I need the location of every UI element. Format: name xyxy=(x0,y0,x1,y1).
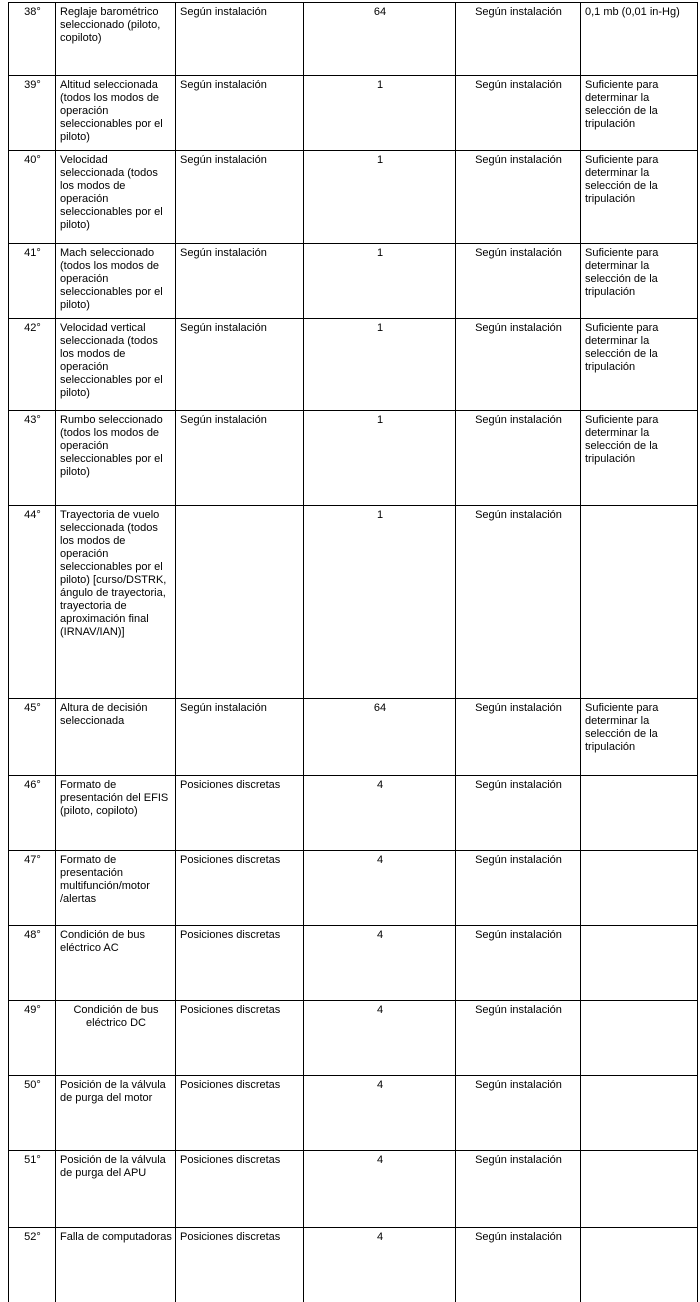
parameter-name-cell: Trayectoria de vuelo seleccionada (todos los modos de operación seleccionables por el piloto) [curso/DSTRK, ángulo de trayectoria, trayectoria de aproximación final (IRNAV/IAN)] xyxy=(56,506,176,699)
serial-number-cell: 48° xyxy=(9,926,56,1001)
recording-interval-cell: 1 xyxy=(304,151,456,244)
table-row xyxy=(9,776,698,851)
accuracy-cell: Según instalación xyxy=(456,411,581,506)
table-row xyxy=(9,851,698,926)
parameter-name-cell: Velocidad vertical seleccionada (todos los modos de operación seleccionables por el piloto) xyxy=(56,319,176,411)
accuracy-cell: Según instalación xyxy=(456,76,581,151)
recording-interval-cell: 4 xyxy=(304,1001,456,1076)
recording-interval-cell: 4 xyxy=(304,851,456,926)
serial-number-cell: 42° xyxy=(9,319,56,411)
recording-interval-cell: 4 xyxy=(304,1076,456,1151)
resolution-cell xyxy=(581,926,698,1001)
measurement-range-cell: Según instalación xyxy=(176,151,304,244)
resolution-cell xyxy=(581,1151,698,1228)
table-row xyxy=(9,1001,698,1076)
serial-number-cell: 52° xyxy=(9,1228,56,1302)
resolution-cell: Suficiente para determinar la selección de la tripulación xyxy=(581,151,698,244)
accuracy-cell: Según instalación xyxy=(456,1076,581,1151)
accuracy-cell: Según instalación xyxy=(456,319,581,411)
measurement-range-cell: Posiciones discretas xyxy=(176,1151,304,1228)
measurement-range-cell: Posiciones discretas xyxy=(176,1001,304,1076)
table-row xyxy=(9,244,698,319)
parameters-table-body xyxy=(9,3,698,1302)
table-row xyxy=(9,411,698,506)
resolution-cell xyxy=(581,506,698,699)
parameter-name-cell: Velocidad seleccionada (todos los modos de operación seleccionables por el piloto) xyxy=(56,151,176,244)
recording-interval-cell: 1 xyxy=(304,411,456,506)
serial-number-cell: 41° xyxy=(9,244,56,319)
accuracy-cell: Según instalación xyxy=(456,776,581,851)
parameter-name-cell: Falla de computadoras xyxy=(56,1228,176,1302)
measurement-range-cell: Posiciones discretas xyxy=(176,776,304,851)
table-row xyxy=(9,3,698,76)
recording-interval-cell: 1 xyxy=(304,76,456,151)
serial-number-cell: 50° xyxy=(9,1076,56,1151)
recording-interval-cell: 1 xyxy=(304,319,456,411)
parameter-name-cell: Condición de bus eléctrico AC xyxy=(56,926,176,1001)
measurement-range-cell: Según instalación xyxy=(176,76,304,151)
recording-interval-cell: 1 xyxy=(304,506,456,699)
table-row xyxy=(9,926,698,1001)
accuracy-cell: Según instalación xyxy=(456,3,581,76)
parameter-name-cell: Mach seleccionado (todos los modos de operación seleccionables por el piloto) xyxy=(56,244,176,319)
resolution-cell: 0,1 mb (0,01 in-Hg) xyxy=(581,3,698,76)
measurement-range-cell: Posiciones discretas xyxy=(176,851,304,926)
resolution-cell xyxy=(581,776,698,851)
resolution-cell xyxy=(581,851,698,926)
parameter-name-cell: Posición de la válvula de purga del APU xyxy=(56,1151,176,1228)
parameter-name-cell: Posición de la válvula de purga del motor xyxy=(56,1076,176,1151)
serial-number-cell: 49° xyxy=(9,1001,56,1076)
parameter-name-cell: Rumbo seleccionado (todos los modos de operación seleccionables por el piloto) xyxy=(56,411,176,506)
recording-interval-cell: 4 xyxy=(304,776,456,851)
measurement-range-cell: Según instalación xyxy=(176,319,304,411)
accuracy-cell: Según instalación xyxy=(456,851,581,926)
parameter-name-cell: Altitud seleccionada (todos los modos de operación seleccionables por el piloto) xyxy=(56,76,176,151)
parameter-name-cell: Formato de presentación del EFIS (piloto, copiloto) xyxy=(56,776,176,851)
measurement-range-cell: Según instalación xyxy=(176,244,304,319)
measurement-range-cell xyxy=(176,506,304,699)
parameter-name-cell: Reglaje barométrico seleccionado (piloto, copiloto) xyxy=(56,3,176,76)
accuracy-cell: Según instalación xyxy=(456,699,581,776)
serial-number-cell: 51° xyxy=(9,1151,56,1228)
measurement-range-cell: Posiciones discretas xyxy=(176,926,304,1001)
measurement-range-cell: Según instalación xyxy=(176,3,304,76)
recording-interval-cell: 64 xyxy=(304,699,456,776)
accuracy-cell: Según instalación xyxy=(456,151,581,244)
parameter-name-cell: Altura de decisión seleccionada xyxy=(56,699,176,776)
accuracy-cell: Según instalación xyxy=(456,244,581,319)
recording-interval-cell: 4 xyxy=(304,1151,456,1228)
table-row xyxy=(9,76,698,151)
serial-number-cell: 47° xyxy=(9,851,56,926)
resolution-cell: Suficiente para determinar la selección de la tripulación xyxy=(581,699,698,776)
table-row xyxy=(9,506,698,699)
table-row xyxy=(9,699,698,776)
accuracy-cell: Según instalación xyxy=(456,1151,581,1228)
measurement-range-cell: Posiciones discretas xyxy=(176,1228,304,1302)
accuracy-cell: Según instalación xyxy=(456,926,581,1001)
fdr-parameters-table xyxy=(8,2,698,1302)
accuracy-cell: Según instalación xyxy=(456,506,581,699)
recording-interval-cell: 1 xyxy=(304,244,456,319)
serial-number-cell: 46° xyxy=(9,776,56,851)
accuracy-cell: Según instalación xyxy=(456,1228,581,1302)
table-row xyxy=(9,1076,698,1151)
recording-interval-cell: 4 xyxy=(304,926,456,1001)
table-row xyxy=(9,151,698,244)
measurement-range-cell: Según instalación xyxy=(176,699,304,776)
parameter-name-cell: Condición de bus eléctrico DC xyxy=(56,1001,176,1076)
measurement-range-cell: Según instalación xyxy=(176,411,304,506)
table-row xyxy=(9,1151,698,1228)
resolution-cell xyxy=(581,1001,698,1076)
serial-number-cell: 39° xyxy=(9,76,56,151)
serial-number-cell: 45° xyxy=(9,699,56,776)
resolution-cell xyxy=(581,1228,698,1302)
resolution-cell: Suficiente para determinar la selección de la tripulación xyxy=(581,244,698,319)
serial-number-cell: 43° xyxy=(9,411,56,506)
recording-interval-cell: 64 xyxy=(304,3,456,76)
resolution-cell: Suficiente para determinar la selección de la tripulación xyxy=(581,411,698,506)
serial-number-cell: 40° xyxy=(9,151,56,244)
measurement-range-cell: Posiciones discretas xyxy=(176,1076,304,1151)
accuracy-cell: Según instalación xyxy=(456,1001,581,1076)
resolution-cell xyxy=(581,1076,698,1151)
table-row xyxy=(9,319,698,411)
resolution-cell: Suficiente para determinar la selección de la tripulación xyxy=(581,76,698,151)
table-row xyxy=(9,1228,698,1302)
parameter-name-cell: Formato de presentación multifunción/motor /alertas xyxy=(56,851,176,926)
resolution-cell: Suficiente para determinar la selección de la tripulación xyxy=(581,319,698,411)
serial-number-cell: 44° xyxy=(9,506,56,699)
serial-number-cell: 38° xyxy=(9,3,56,76)
recording-interval-cell: 4 xyxy=(304,1228,456,1302)
